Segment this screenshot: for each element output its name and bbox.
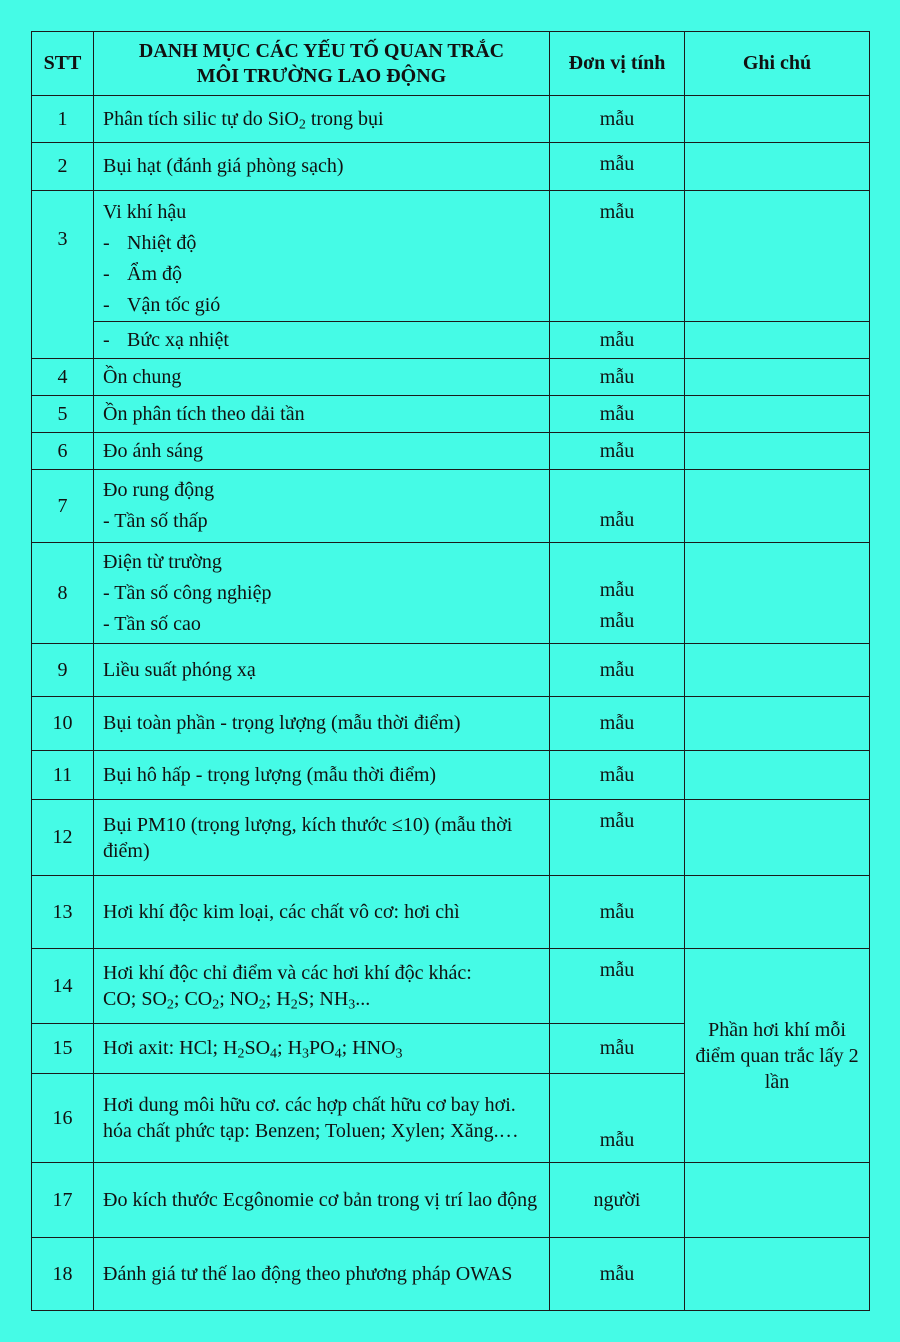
- row-stt: 9: [32, 644, 94, 697]
- header-title: [94, 32, 550, 96]
- row-stt: 16: [32, 1074, 94, 1163]
- row-unit: mẫu: [550, 876, 685, 949]
- row-note-gas-sampling: Phần hơi khí mỗi điểm quan trắc lấy 2 lần: [685, 949, 870, 1163]
- monitoring-items-table: [31, 31, 870, 1311]
- table-row: [32, 949, 870, 1024]
- row-stt: 8: [32, 543, 94, 644]
- table-row: [32, 322, 870, 359]
- table-row: [32, 191, 870, 322]
- table-row: [32, 470, 870, 543]
- header-note: Ghi chú: [685, 32, 870, 96]
- row-unit: mẫu: [550, 1238, 685, 1311]
- row-stt: 11: [32, 751, 94, 800]
- row-unit: mẫu: [550, 143, 685, 191]
- table-row: [32, 96, 870, 143]
- table-row: [32, 800, 870, 876]
- row-note: [685, 470, 870, 543]
- row-unit: mẫu: [550, 949, 685, 1024]
- row-stt: 2: [32, 143, 94, 191]
- row-stt: 3: [32, 191, 94, 359]
- row-stt: 17: [32, 1163, 94, 1238]
- table-row: [32, 433, 870, 470]
- row-note: [685, 396, 870, 433]
- row-unit: mẫu: [550, 433, 685, 470]
- row-note: [685, 644, 870, 697]
- row-note: [685, 143, 870, 191]
- row-item: Bụi hô hấp - trọng lượng (mẫu thời điểm): [94, 751, 550, 800]
- row-item: Hơi axit: HCl; $H_2SO_4$; $H_3PO_4$; $HNO_3$: [94, 1024, 550, 1074]
- row-unit: mẫu mẫu: [550, 543, 685, 644]
- row-item: Bụi toàn phần - trọng lượng (mẫu thời điểm): [94, 697, 550, 751]
- row-stt: 15: [32, 1024, 94, 1074]
- row-unit: mẫu: [550, 1074, 685, 1163]
- row-note: [685, 1163, 870, 1238]
- row-note: [685, 96, 870, 143]
- row-item: Phân tích silic tự do SiO$_2$ trong bụi: [94, 96, 550, 143]
- table-header-row: [32, 32, 870, 96]
- row-unit: mẫu: [550, 396, 685, 433]
- row-note: [685, 433, 870, 470]
- row-stt: 4: [32, 359, 94, 396]
- row-note: [685, 800, 870, 876]
- row-stt: 18: [32, 1238, 94, 1311]
- row-item: Hơi dung môi hữu cơ. các hợp chất hữu cơ bay hơi. hóa chất phức tạp: Benzen; Toluen; Xylen; Xăng.…: [94, 1074, 550, 1163]
- row-unit: mẫu: [550, 697, 685, 751]
- row-item: Đo rung động - Tần số thấp: [94, 470, 550, 543]
- row-item: Bụi PM10 (trọng lượng, kích thước ≤10) (mẫu thời điểm): [94, 800, 550, 876]
- row-note: [685, 359, 870, 396]
- row-item: Vi khí hậu - Nhiệt độ - Ẩm độ - Vận tốc gió: [94, 191, 550, 322]
- table-row: [32, 697, 870, 751]
- row-item: Đo ánh sáng: [94, 433, 550, 470]
- table-row: [32, 1238, 870, 1311]
- table-row: [32, 543, 870, 644]
- row-unit: mẫu: [550, 1024, 685, 1074]
- row-unit: mẫu: [550, 322, 685, 359]
- row-unit: mẫu: [550, 751, 685, 800]
- row-item: Hơi khí độc kim loại, các chất vô cơ: hơi chì: [94, 876, 550, 949]
- row-unit: mẫu: [550, 359, 685, 396]
- row-item: Điện từ trường - Tần số công nghiệp - Tần số cao: [94, 543, 550, 644]
- row-item: - Bức xạ nhiệt: [94, 322, 550, 359]
- header-title-line1: DANH MỤC CÁC YẾU TỐ QUAN TRẮC: [138, 39, 505, 62]
- table-row: [32, 396, 870, 433]
- row-note: [685, 697, 870, 751]
- header-unit: Đơn vị tính: [550, 32, 685, 96]
- row-item: Đo kích thước Ecgônomie cơ bản trong vị trí lao động: [94, 1163, 550, 1238]
- row-note: [685, 751, 870, 800]
- row-unit: mẫu: [550, 800, 685, 876]
- row-unit: mẫu: [550, 191, 685, 322]
- row-note: [685, 1238, 870, 1311]
- row-stt: 10: [32, 697, 94, 751]
- table-row: [32, 1163, 870, 1238]
- row-stt: 7: [32, 470, 94, 543]
- row-item: Ồn chung: [94, 359, 550, 396]
- row-unit: mẫu: [550, 470, 685, 543]
- table-row: [32, 876, 870, 949]
- row-note: [685, 543, 870, 644]
- row-item: Hơi khí độc chỉ điểm và các hơi khí độc khác: CO; $SO_2$; $CO_2$; $NO_2$; $H_2S$; $NH_3$...: [94, 949, 550, 1024]
- row-item: Ồn phân tích theo dải tần: [94, 396, 550, 433]
- table-row: [32, 751, 870, 800]
- row-unit: người: [550, 1163, 685, 1238]
- table-row: [32, 359, 870, 396]
- row-item: Bụi hạt (đánh giá phòng sạch): [94, 143, 550, 191]
- row-stt: 12: [32, 800, 94, 876]
- row-unit: mẫu: [550, 644, 685, 697]
- row-note: [685, 876, 870, 949]
- row-stt: 13: [32, 876, 94, 949]
- table-row: [32, 143, 870, 191]
- row-stt: 5: [32, 396, 94, 433]
- row-stt: 6: [32, 433, 94, 470]
- row-item: Đánh giá tư thế lao động theo phương pháp OWAS: [94, 1238, 550, 1311]
- header-title-line2: MÔI TRƯỜNG LAO ĐỘNG: [196, 64, 447, 87]
- row-stt: 14: [32, 949, 94, 1024]
- row-note: [685, 322, 870, 359]
- row-unit: mẫu: [550, 96, 685, 143]
- header-stt: STT: [32, 32, 94, 96]
- row-note: [685, 191, 870, 322]
- table-row: [32, 644, 870, 697]
- row-item: Liều suất phóng xạ: [94, 644, 550, 697]
- row-stt: 1: [32, 96, 94, 143]
